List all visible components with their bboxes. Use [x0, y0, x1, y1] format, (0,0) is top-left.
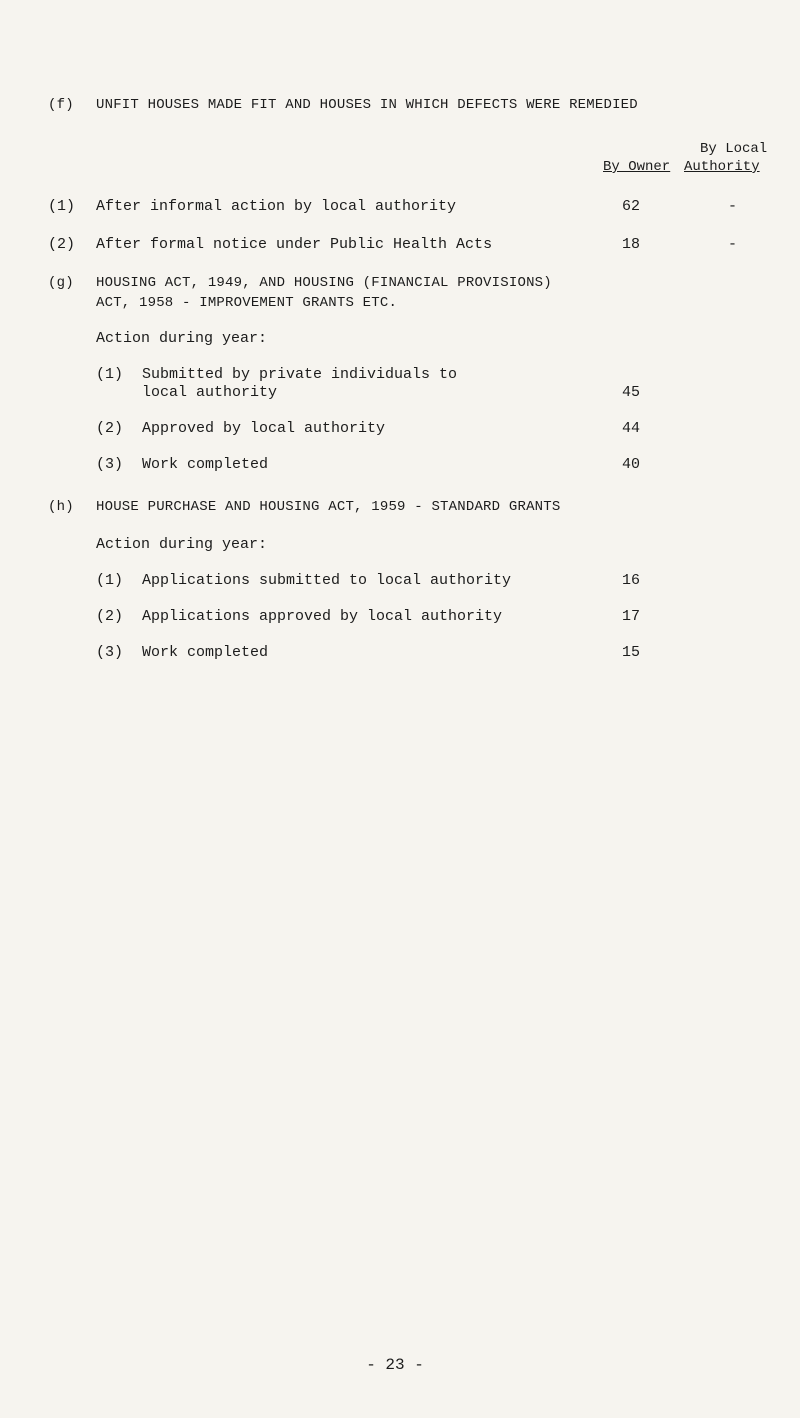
row-f2-number: (2) — [48, 236, 76, 253]
section-f-letter: (f) — [48, 97, 74, 113]
row-g2-label: Approved by local authority — [142, 420, 386, 437]
row-f2-label: After formal notice under Public Health Acts — [96, 236, 493, 253]
section-h-title: HOUSE PURCHASE AND HOUSING ACT, 1959 - STANDARD GRANTS — [96, 499, 561, 515]
row-h1-label: Applications submitted to local authority — [142, 572, 512, 589]
row-h3-number: (3) — [96, 644, 124, 661]
row-g2-value: 44 — [621, 420, 640, 437]
row-f2-local-value: - — [728, 236, 738, 253]
row-g1-label-line2: local authority — [142, 384, 278, 401]
row-f1-local-value: - — [728, 198, 738, 215]
page-number: - 23 - — [366, 1356, 424, 1374]
section-f-title: UNFIT HOUSES MADE FIT AND HOUSES IN WHICH DEFECTS WERE REMEDIED — [96, 97, 638, 113]
row-f2-owner-value: 18 — [621, 236, 640, 253]
row-g3-value: 40 — [621, 456, 640, 473]
row-f1-label: After informal action by local authority — [96, 198, 457, 215]
row-f1-owner-value: 62 — [621, 198, 640, 215]
row-h2-label: Applications approved by local authority — [142, 608, 503, 625]
section-h-subhead: Action during year: — [96, 536, 268, 553]
section-g-title-line1: HOUSING ACT, 1949, AND HOUSING (FINANCIAL PROVISIONS) — [96, 275, 552, 291]
row-f1-number: (1) — [48, 198, 76, 215]
row-h2-number: (2) — [96, 608, 124, 625]
section-g-subhead: Action during year: — [96, 330, 268, 347]
col-local-line1: By Local — [700, 141, 768, 157]
row-g1-number: (1) — [96, 366, 124, 383]
section-h-letter: (h) — [48, 499, 74, 515]
row-h2-value: 17 — [621, 608, 640, 625]
row-h3-label: Work completed — [142, 644, 269, 661]
row-g3-number: (3) — [96, 456, 124, 473]
row-g3-label: Work completed — [142, 456, 269, 473]
row-g1-label-line1: Submitted by private individuals to — [142, 366, 458, 383]
row-g2-number: (2) — [96, 420, 124, 437]
row-g1-value: 45 — [621, 384, 640, 401]
section-g-title-line2: ACT, 1958 - IMPROVEMENT GRANTS ETC. — [96, 295, 398, 311]
col-local-line2: Authority — [684, 159, 760, 175]
section-g-letter: (g) — [48, 275, 74, 291]
row-h1-value: 16 — [621, 572, 640, 589]
row-h1-number: (1) — [96, 572, 124, 589]
row-h3-value: 15 — [621, 644, 640, 661]
col-owner-header: By Owner — [603, 159, 671, 175]
